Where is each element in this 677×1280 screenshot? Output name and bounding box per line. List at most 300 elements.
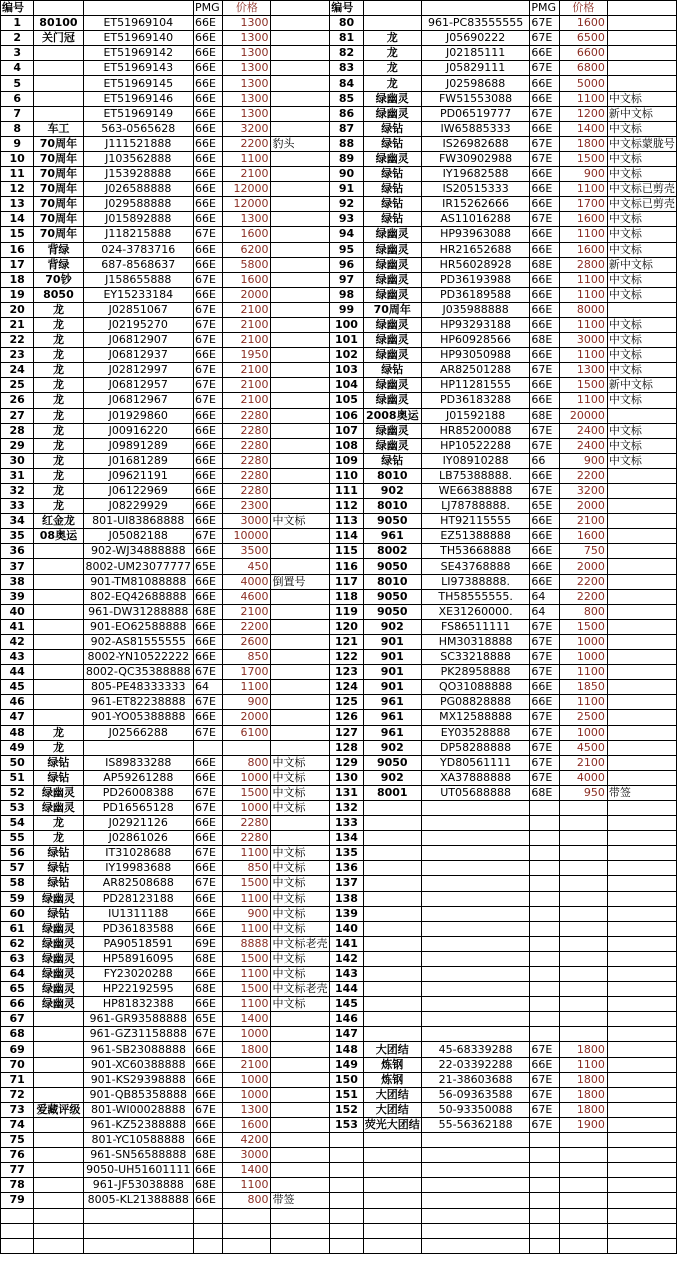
cell-price: 2100 bbox=[223, 333, 271, 348]
cell-note bbox=[607, 1057, 676, 1072]
table-row bbox=[1, 1238, 677, 1253]
cell-pmg: 66E bbox=[193, 831, 222, 846]
cell-number: 122 bbox=[330, 650, 364, 665]
cell-pmg: 67E bbox=[193, 876, 222, 891]
cell-note bbox=[607, 740, 676, 755]
cell-name: 901 bbox=[363, 680, 421, 695]
table-row bbox=[1, 1027, 677, 1042]
cell-pmg bbox=[530, 997, 559, 1012]
cell-number: 109 bbox=[330, 453, 364, 468]
cell-name bbox=[34, 1117, 83, 1132]
cell-pmg: 66E bbox=[193, 408, 222, 423]
cell-pmg: 67E bbox=[530, 619, 559, 634]
cell-serial: J00916220 bbox=[83, 423, 193, 438]
cell-price: 1600 bbox=[559, 212, 607, 227]
table-row bbox=[1, 423, 677, 438]
cell-price: 6500 bbox=[559, 31, 607, 46]
cell-name: 9050 bbox=[363, 559, 421, 574]
cell-pmg: 67E bbox=[530, 363, 559, 378]
cell-name: 龙 bbox=[363, 46, 421, 61]
cell-note bbox=[607, 725, 676, 740]
cell-note: 中文标 bbox=[271, 951, 330, 966]
cell-note bbox=[607, 755, 676, 770]
cell-serial: 801-WI00028888 bbox=[83, 1102, 193, 1117]
table-row bbox=[1, 816, 677, 831]
cell-serial bbox=[421, 997, 530, 1012]
cell-price: 2300 bbox=[223, 499, 271, 514]
cell-price: 1800 bbox=[559, 136, 607, 151]
table-row bbox=[1, 967, 677, 982]
cell-serial: 687-8568637 bbox=[83, 257, 193, 272]
table-row bbox=[1, 665, 677, 680]
cell-number: 152 bbox=[330, 1102, 364, 1117]
cell-serial: ET51969145 bbox=[83, 76, 193, 91]
cell-note bbox=[271, 212, 330, 227]
cell-pmg bbox=[530, 816, 559, 831]
cell-price: 1500 bbox=[559, 378, 607, 393]
cell-number: 75 bbox=[1, 1133, 34, 1148]
table-row bbox=[1, 287, 677, 302]
cell-note bbox=[271, 363, 330, 378]
cell-note bbox=[607, 1102, 676, 1117]
cell-name: 绿幽灵 bbox=[363, 378, 421, 393]
cell-serial: IY08910288 bbox=[421, 453, 530, 468]
table-row bbox=[1, 106, 677, 121]
cell-serial: QO31088888 bbox=[421, 680, 530, 695]
cell-name: 70周年 bbox=[34, 136, 83, 151]
cell-note bbox=[271, 408, 330, 423]
cell-note bbox=[607, 906, 676, 921]
cell-serial: DP58288888 bbox=[421, 740, 530, 755]
cell-pmg: 66E bbox=[193, 348, 222, 363]
cell-serial: IY19682588 bbox=[421, 167, 530, 182]
table-row bbox=[1, 61, 677, 76]
cell-pmg: 67E bbox=[530, 31, 559, 46]
cell-pmg: 67E bbox=[530, 740, 559, 755]
cell-price: 1400 bbox=[223, 1012, 271, 1027]
cell-serial: J06812907 bbox=[83, 333, 193, 348]
cell-pmg: 66E bbox=[193, 967, 222, 982]
cell-pmg bbox=[530, 800, 559, 815]
cell-serial: HR56028928 bbox=[421, 257, 530, 272]
cell-price: 1000 bbox=[223, 1087, 271, 1102]
cell-number: 34 bbox=[1, 514, 34, 529]
cell-pmg: 66E bbox=[530, 680, 559, 695]
cell-pmg: 67E bbox=[530, 438, 559, 453]
table-row bbox=[1, 725, 677, 740]
cell-pmg: 67E bbox=[193, 393, 222, 408]
cell-number: 44 bbox=[1, 665, 34, 680]
cell-serial: J05690222 bbox=[421, 31, 530, 46]
table-row bbox=[1, 589, 677, 604]
cell-price: 6200 bbox=[223, 242, 271, 257]
cell-serial: HP93963088 bbox=[421, 227, 530, 242]
cell-note bbox=[607, 559, 676, 574]
cell-price: 2100 bbox=[559, 514, 607, 529]
cell-number: 107 bbox=[330, 423, 364, 438]
cell-price: 1600 bbox=[223, 1117, 271, 1132]
cell-price bbox=[223, 1208, 271, 1223]
cell-number: 100 bbox=[330, 317, 364, 332]
cell-price: 2280 bbox=[223, 468, 271, 483]
cell-price: 3200 bbox=[223, 121, 271, 136]
cell-price: 4500 bbox=[559, 740, 607, 755]
cell-number: 102 bbox=[330, 348, 364, 363]
cell-name bbox=[34, 634, 83, 649]
cell-pmg: 66E bbox=[193, 91, 222, 106]
cell-price: 800 bbox=[223, 755, 271, 770]
table-row bbox=[1, 1042, 677, 1057]
cell-number: 106 bbox=[330, 408, 364, 423]
cell-pmg: 66E bbox=[193, 1117, 222, 1132]
table-row bbox=[1, 438, 677, 453]
cell-name bbox=[363, 982, 421, 997]
cell-name: 绿幽灵 bbox=[363, 242, 421, 257]
cell-price: 2100 bbox=[223, 604, 271, 619]
cell-pmg: 66E bbox=[193, 242, 222, 257]
cell-price: 1600 bbox=[559, 529, 607, 544]
cell-pmg: 66E bbox=[193, 468, 222, 483]
cell-name: 龙 bbox=[34, 363, 83, 378]
cell-number: 131 bbox=[330, 785, 364, 800]
cell-serial: AR82501288 bbox=[421, 363, 530, 378]
cell-price: 750 bbox=[559, 544, 607, 559]
cell-number: 32 bbox=[1, 484, 34, 499]
cell-price: 1500 bbox=[559, 151, 607, 166]
cell-serial: PG08828888 bbox=[421, 695, 530, 710]
cell-price: 2000 bbox=[223, 287, 271, 302]
cell-price: 6600 bbox=[559, 46, 607, 61]
header-pmg: PMG bbox=[193, 1, 222, 16]
cell-price: 1500 bbox=[223, 785, 271, 800]
cell-price: 1700 bbox=[559, 197, 607, 212]
cell-number bbox=[1, 1223, 34, 1238]
cell-serial: 801-UI83868888 bbox=[83, 514, 193, 529]
cell-name: 爱藏评级 bbox=[34, 1102, 83, 1117]
cell-price: 1800 bbox=[559, 1042, 607, 1057]
cell-name bbox=[363, 891, 421, 906]
cell-note bbox=[607, 484, 676, 499]
cell-number bbox=[330, 1193, 364, 1208]
cell-name bbox=[34, 1087, 83, 1102]
cell-serial: 901-TM81088888 bbox=[83, 574, 193, 589]
cell-name: 龙 bbox=[34, 348, 83, 363]
cell-price bbox=[559, 1208, 607, 1223]
cell-price: 1950 bbox=[223, 348, 271, 363]
cell-pmg: 65E bbox=[530, 499, 559, 514]
cell-note: 豹头 bbox=[271, 136, 330, 151]
cell-pmg: 68E bbox=[530, 257, 559, 272]
table-row bbox=[1, 559, 677, 574]
cell-note: 新中文标 bbox=[607, 378, 676, 393]
cell-name bbox=[34, 574, 83, 589]
cell-serial bbox=[421, 876, 530, 891]
cell-note bbox=[271, 710, 330, 725]
cell-note bbox=[607, 634, 676, 649]
cell-serial: J158655888 bbox=[83, 272, 193, 287]
cell-note: 中文标 bbox=[607, 212, 676, 227]
cell-pmg: 66E bbox=[193, 1133, 222, 1148]
cell-name: 961 bbox=[363, 695, 421, 710]
cell-number: 65 bbox=[1, 982, 34, 997]
cell-number: 87 bbox=[330, 121, 364, 136]
cell-pmg bbox=[530, 1012, 559, 1027]
cell-price: 1100 bbox=[223, 151, 271, 166]
cell-name: 8002 bbox=[363, 544, 421, 559]
cell-note bbox=[607, 16, 676, 31]
cell-serial: 55-56362188 bbox=[421, 1117, 530, 1132]
cell-price: 450 bbox=[223, 559, 271, 574]
cell-price: 2000 bbox=[559, 559, 607, 574]
cell-note: 新中文标 bbox=[607, 106, 676, 121]
cell-number: 4 bbox=[1, 61, 34, 76]
cell-serial bbox=[421, 891, 530, 906]
cell-note bbox=[271, 559, 330, 574]
table-row bbox=[1, 1012, 677, 1027]
cell-number: 18 bbox=[1, 272, 34, 287]
cell-price: 1100 bbox=[559, 393, 607, 408]
cell-pmg: 66E bbox=[193, 574, 222, 589]
cell-serial bbox=[421, 816, 530, 831]
cell-name bbox=[363, 967, 421, 982]
cell-price: 5000 bbox=[559, 76, 607, 91]
cell-pmg: 67E bbox=[530, 484, 559, 499]
cell-number: 91 bbox=[330, 182, 364, 197]
header-serial bbox=[83, 1, 193, 16]
cell-pmg: 66E bbox=[193, 1057, 222, 1072]
cell-price bbox=[559, 800, 607, 815]
cell-serial: IY19983688 bbox=[83, 861, 193, 876]
cell-price: 1600 bbox=[223, 272, 271, 287]
cell-name: 70周年 bbox=[34, 227, 83, 242]
cell-serial: PD36183288 bbox=[421, 393, 530, 408]
table-row bbox=[1, 1133, 677, 1148]
cell-name: 背绿 bbox=[34, 257, 83, 272]
cell-number: 133 bbox=[330, 816, 364, 831]
cell-number: 101 bbox=[330, 333, 364, 348]
cell-number: 40 bbox=[1, 604, 34, 619]
cell-name: 961 bbox=[363, 725, 421, 740]
cell-pmg: 67E bbox=[530, 710, 559, 725]
cell-name: 龙 bbox=[34, 438, 83, 453]
cell-note bbox=[607, 831, 676, 846]
cell-number: 71 bbox=[1, 1072, 34, 1087]
cell-number: 1 bbox=[1, 16, 34, 31]
cell-note bbox=[607, 1208, 676, 1223]
cell-name: 70周年 bbox=[34, 167, 83, 182]
cell-name bbox=[363, 831, 421, 846]
table-row bbox=[1, 1208, 677, 1223]
cell-name bbox=[34, 1042, 83, 1057]
cell-price: 3000 bbox=[223, 514, 271, 529]
cell-pmg: 67E bbox=[193, 1102, 222, 1117]
cell-number: 19 bbox=[1, 287, 34, 302]
cell-pmg: 66E bbox=[530, 242, 559, 257]
cell-pmg: 66E bbox=[193, 650, 222, 665]
cell-note bbox=[271, 529, 330, 544]
cell-note bbox=[271, 423, 330, 438]
cell-pmg: 66E bbox=[193, 76, 222, 91]
cell-number: 104 bbox=[330, 378, 364, 393]
cell-serial bbox=[421, 831, 530, 846]
cell-price bbox=[559, 846, 607, 861]
cell-name bbox=[363, 861, 421, 876]
cell-price: 1100 bbox=[559, 227, 607, 242]
cell-price: 1100 bbox=[223, 921, 271, 936]
cell-name bbox=[363, 1223, 421, 1238]
cell-pmg: 66E bbox=[193, 136, 222, 151]
cell-name: 龙 bbox=[34, 408, 83, 423]
cell-pmg: 66E bbox=[193, 212, 222, 227]
cell-price: 1800 bbox=[223, 1042, 271, 1057]
table-row bbox=[1, 136, 677, 151]
cell-pmg: 67E bbox=[530, 725, 559, 740]
cell-name: 绿钻 bbox=[34, 876, 83, 891]
cell-pmg: 67E bbox=[530, 665, 559, 680]
cell-price: 1300 bbox=[223, 46, 271, 61]
cell-note: 中文标蒙胧号 bbox=[608, 136, 675, 150]
cell-number: 62 bbox=[1, 936, 34, 951]
table-row bbox=[1, 121, 677, 136]
cell-note: 中文标 bbox=[607, 393, 676, 408]
cell-serial: J09621191 bbox=[83, 468, 193, 483]
cell-serial: 902-AS81555555 bbox=[83, 634, 193, 649]
cell-pmg bbox=[530, 982, 559, 997]
cell-name bbox=[363, 816, 421, 831]
cell-name: 绿钻 bbox=[34, 770, 83, 785]
cell-pmg bbox=[530, 951, 559, 966]
cell-note bbox=[271, 484, 330, 499]
cell-number: 41 bbox=[1, 619, 34, 634]
cell-name: 绿幽灵 bbox=[363, 106, 421, 121]
cell-serial: PD06519777 bbox=[421, 106, 530, 121]
cell-price: 1800 bbox=[559, 1072, 607, 1087]
cell-serial bbox=[421, 906, 530, 921]
cell-pmg: 68E bbox=[530, 408, 559, 423]
cell-name: 龙 bbox=[34, 423, 83, 438]
cell-note: 中文标 bbox=[271, 906, 330, 921]
cell-pmg: 66E bbox=[193, 861, 222, 876]
cell-serial: 961-DW31288888 bbox=[83, 604, 193, 619]
cell-note bbox=[607, 1087, 676, 1102]
table-row bbox=[1, 1223, 677, 1238]
cell-price: 2100 bbox=[223, 1057, 271, 1072]
cell-serial bbox=[421, 936, 530, 951]
cell-name bbox=[363, 1027, 421, 1042]
cell-price: 1100 bbox=[559, 182, 607, 197]
cell-pmg bbox=[530, 1163, 559, 1178]
cell-note: 中文标老壳 bbox=[271, 982, 330, 997]
cell-serial bbox=[421, 967, 530, 982]
cell-number: 116 bbox=[330, 559, 364, 574]
cell-pmg: 67E bbox=[530, 423, 559, 438]
cell-name bbox=[34, 46, 83, 61]
cell-serial: HP60928566 bbox=[421, 333, 530, 348]
cell-serial: ET51969143 bbox=[83, 61, 193, 76]
cell-note: 中文标 bbox=[271, 770, 330, 785]
cell-number: 115 bbox=[330, 544, 364, 559]
cell-pmg bbox=[530, 1133, 559, 1148]
cell-name bbox=[34, 1057, 83, 1072]
cell-serial: HM30318888 bbox=[421, 634, 530, 649]
cell-name bbox=[34, 91, 83, 106]
cell-name: 龙 bbox=[34, 317, 83, 332]
cell-number: 136 bbox=[330, 861, 364, 876]
cell-price: 1900 bbox=[559, 1117, 607, 1132]
cell-serial: IS26982688 bbox=[421, 136, 530, 151]
cell-serial: 901-KS29398888 bbox=[83, 1072, 193, 1087]
cell-number: 88 bbox=[330, 136, 364, 151]
cell-price: 2100 bbox=[223, 363, 271, 378]
cell-name: 龙 bbox=[34, 831, 83, 846]
cell-note bbox=[607, 936, 676, 951]
cell-name bbox=[363, 1193, 421, 1208]
cell-serial: LI97388888. bbox=[421, 574, 530, 589]
cell-name: 9050 bbox=[363, 514, 421, 529]
cell-number: 52 bbox=[1, 785, 34, 800]
cell-pmg: 67E bbox=[530, 1102, 559, 1117]
cell-pmg: 66E bbox=[530, 227, 559, 242]
cell-price: 1100 bbox=[223, 891, 271, 906]
cell-serial: J01681289 bbox=[83, 453, 193, 468]
cell-note bbox=[607, 1193, 676, 1208]
cell-pmg bbox=[530, 846, 559, 861]
cell-pmg: 66E bbox=[193, 921, 222, 936]
cell-serial: PD36193988 bbox=[421, 272, 530, 287]
cell-pmg: 67E bbox=[193, 725, 222, 740]
cell-price: 1300 bbox=[223, 106, 271, 121]
cell-serial: AR82508688 bbox=[83, 876, 193, 891]
cell-number: 84 bbox=[330, 76, 364, 91]
cell-serial: FW51553088 bbox=[421, 91, 530, 106]
cell-pmg: 66E bbox=[530, 91, 559, 106]
cell-note bbox=[271, 1163, 330, 1178]
cell-number: 98 bbox=[330, 287, 364, 302]
cell-note bbox=[271, 725, 330, 740]
cell-price: 1000 bbox=[559, 634, 607, 649]
cell-note bbox=[607, 1223, 676, 1238]
cell-name: 绿钻 bbox=[34, 846, 83, 861]
cell-pmg: 67E bbox=[193, 665, 222, 680]
cell-number bbox=[330, 1238, 364, 1253]
cell-serial: XA37888888 bbox=[421, 770, 530, 785]
cell-pmg bbox=[530, 1178, 559, 1193]
cell-note: 带签 bbox=[271, 1193, 330, 1208]
cell-note bbox=[271, 619, 330, 634]
cell-serial: IT31028688 bbox=[83, 846, 193, 861]
cell-price: 1000 bbox=[223, 1072, 271, 1087]
cell-number: 130 bbox=[330, 770, 364, 785]
cell-serial: 50-93350088 bbox=[421, 1102, 530, 1117]
cell-note bbox=[271, 393, 330, 408]
cell-note bbox=[607, 619, 676, 634]
cell-price: 2200 bbox=[223, 619, 271, 634]
cell-number: 69 bbox=[1, 1042, 34, 1057]
cell-note: 新中文标 bbox=[607, 257, 676, 272]
cell-note: 中文标 bbox=[607, 348, 676, 363]
cell-number: 77 bbox=[1, 1163, 34, 1178]
cell-price: 2200 bbox=[559, 468, 607, 483]
cell-number: 121 bbox=[330, 634, 364, 649]
cell-note bbox=[607, 770, 676, 785]
table-row bbox=[1, 302, 677, 317]
cell-number: 94 bbox=[330, 227, 364, 242]
cell-serial bbox=[83, 740, 193, 755]
cell-note bbox=[271, 287, 330, 302]
cell-price: 1100 bbox=[559, 348, 607, 363]
cell-pmg: 67E bbox=[530, 634, 559, 649]
table-row bbox=[1, 1117, 677, 1132]
